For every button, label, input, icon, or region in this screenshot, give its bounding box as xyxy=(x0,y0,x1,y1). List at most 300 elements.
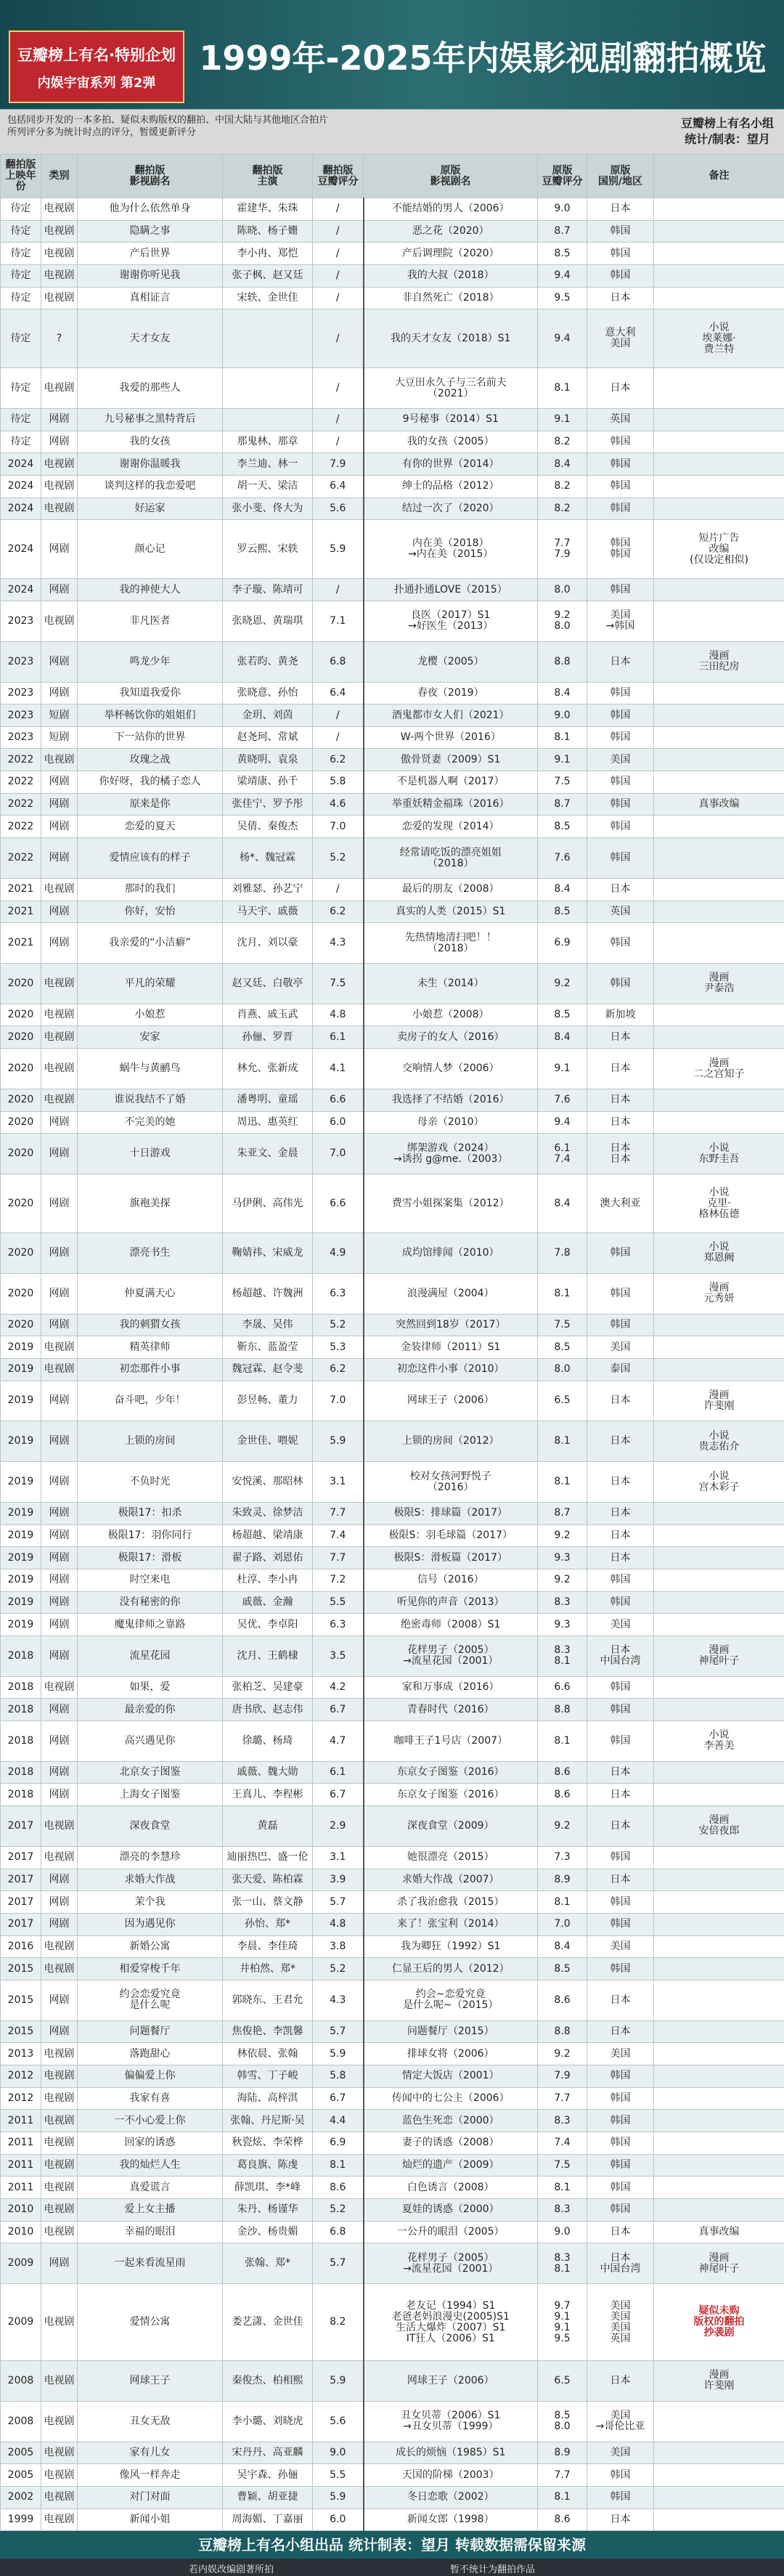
table-cell: 7.8 xyxy=(538,1232,587,1273)
table-cell: 5.6 xyxy=(313,2401,364,2442)
table-cell: 2011 xyxy=(1,2177,41,2199)
table-cell: 小说 李善美 xyxy=(654,1720,784,1761)
table-cell: 日本 xyxy=(587,2508,654,2531)
table-cell: 平凡的荣耀 xyxy=(78,964,223,1004)
table-cell xyxy=(654,431,784,453)
column-header: 翻拍版 主演 xyxy=(223,155,313,198)
table-row xyxy=(1,243,784,265)
table-cell: 疑似未购 版权的翻拍 抄袭剧 xyxy=(654,2283,784,2360)
table-cell: 韩国 xyxy=(587,453,654,476)
table-cell: 冬日恋歌（2002） xyxy=(364,2486,538,2508)
table-cell: 8.8 xyxy=(538,2020,587,2043)
table-cell xyxy=(654,287,784,309)
table-cell: 没有秘密的你 xyxy=(78,1591,223,1614)
table-cell: 你好，安怡 xyxy=(78,901,223,923)
table-cell: 待定 xyxy=(1,198,41,221)
table-cell xyxy=(654,1569,784,1591)
table-cell: 英国 xyxy=(587,901,654,923)
table-cell: 8.7 xyxy=(538,1502,587,1524)
table-cell: 9.3 xyxy=(538,1547,587,1569)
table-cell: 电视剧 xyxy=(41,2177,78,2199)
table-row xyxy=(1,1806,784,1847)
table-cell: 8.4 xyxy=(538,1935,587,1958)
table-cell: / xyxy=(313,198,364,221)
table-cell: 4.8 xyxy=(313,1004,364,1026)
table-cell: 天才女友 xyxy=(78,309,223,368)
table-cell: 待定 xyxy=(1,409,41,431)
table-cell: 天国的阶梯（2003） xyxy=(364,2464,538,2487)
table-cell: 8.5 8.0 xyxy=(538,2401,587,2442)
table-row xyxy=(1,793,784,816)
table-row xyxy=(1,409,784,431)
table-cell: 肖燕、戚玉武 xyxy=(223,1004,313,1026)
table-cell xyxy=(654,1502,784,1524)
footer-right: 暂不统计为翻拍作品 xyxy=(450,2564,536,2575)
table-cell: 谁说我结不了婚 xyxy=(78,1089,223,1111)
table-cell: 韩国 xyxy=(587,1913,654,1935)
column-header: 翻拍版 影视剧名 xyxy=(78,155,223,198)
table-cell: 我选择了不结婚（2016） xyxy=(364,1089,538,1111)
table-cell: 7.7 xyxy=(538,2087,587,2110)
table-cell: 东京女子图鉴（2016） xyxy=(364,1784,538,1806)
table-row xyxy=(1,1784,784,1806)
table-cell xyxy=(654,1089,784,1111)
table-cell: 2.9 xyxy=(313,1806,364,1847)
table-cell: 张翰、丹尼斯·吴 xyxy=(223,2110,313,2132)
table-cell: 8.3 xyxy=(538,1591,587,1614)
table-cell: 网剧 xyxy=(41,1784,78,1806)
table-cell: 胡一天、梁洁 xyxy=(223,476,313,498)
table-cell: 2009 xyxy=(1,2243,41,2284)
table-cell xyxy=(654,1761,784,1784)
table-cell: 6.2 xyxy=(313,1358,364,1381)
table-cell: 九号秘事之黑特背后 xyxy=(78,409,223,431)
table-cell: 刘雅瑟、孙艺宁 xyxy=(223,878,313,901)
table-cell: 黄晓明、袁泉 xyxy=(223,749,313,771)
table-cell: 2022 xyxy=(1,749,41,771)
table-cell: 5.9 xyxy=(313,2043,364,2065)
table-cell: 东京女子图鉴（2016） xyxy=(364,1761,538,1784)
table-cell: 5.6 xyxy=(313,497,364,520)
table-cell: 6.0 xyxy=(313,1111,364,1134)
table-cell: 8.3 8.1 xyxy=(538,1636,587,1676)
table-cell: 求婚大作战 xyxy=(78,1869,223,1891)
table-cell: 酒鬼都市女人们（2021） xyxy=(364,704,538,727)
table-cell: 5.8 xyxy=(313,2065,364,2087)
table-row xyxy=(1,198,784,221)
table-cell: 电视剧 xyxy=(41,2442,78,2464)
table-cell: 7.6 xyxy=(538,1089,587,1111)
table-cell xyxy=(223,368,313,409)
credit-author: 统计/制表：望月 xyxy=(685,132,770,146)
table-cell: / xyxy=(313,878,364,901)
table-cell: 韩国 韩国 xyxy=(587,520,654,579)
table-row xyxy=(1,1089,784,1111)
table-cell: 5.9 xyxy=(313,2361,364,2402)
table-cell: 网剧 xyxy=(41,901,78,923)
table-cell: 张一山、蔡文静 xyxy=(223,1891,313,1914)
table-cell: 娄艺潇、金世佳 xyxy=(223,2283,313,2360)
table-cell: 韩国 xyxy=(587,1846,654,1869)
table-cell: 梁靖康、孙千 xyxy=(223,771,313,794)
table-cell: 张晓恩、黄瑞琪 xyxy=(223,601,313,641)
table-cell: 产后世界 xyxy=(78,243,223,265)
table-cell xyxy=(654,453,784,476)
table-row xyxy=(1,1958,784,1980)
table-cell: 我的灿烂人生 xyxy=(78,2154,223,2177)
table-cell: 日本 xyxy=(587,1049,654,1089)
table-cell: 相爱穿梭千年 xyxy=(78,1958,223,1980)
table-cell: 小娘惹 xyxy=(78,1004,223,1026)
table-cell: 2019 xyxy=(1,1569,41,1591)
table-cell: 2020 xyxy=(1,1273,41,1314)
table-cell: 韩国 xyxy=(587,1314,654,1336)
table-cell: 网剧 xyxy=(41,923,78,964)
table-cell: / xyxy=(313,287,364,309)
table-cell: 马伊俐、高伟光 xyxy=(223,1174,313,1233)
table-cell: 6.6 xyxy=(313,1174,364,1233)
table-cell: 8.4 xyxy=(538,1174,587,1233)
table-cell: 初恋那件小事 xyxy=(78,1358,223,1381)
table-cell: 8.0 xyxy=(538,579,587,601)
table-cell: 吴宇森、孙俪 xyxy=(223,2464,313,2487)
table-cell xyxy=(654,1004,784,1026)
table-cell: 2018 xyxy=(1,1676,41,1699)
table-cell xyxy=(654,2442,784,2464)
table-cell: 8.7 xyxy=(538,220,587,243)
table-cell: 张若昀、黄尧 xyxy=(223,641,313,682)
table-cell: 传闻中的七公主（2006） xyxy=(364,2087,538,2110)
table-cell xyxy=(654,1111,784,1134)
table-cell: 老友记（1994）S1 老爸老妈浪漫史(2005)S1 生活大爆炸（2007）S1 IT狂人（2006）S1 xyxy=(364,2283,538,2360)
table-cell: 网剧 xyxy=(41,2020,78,2043)
table-cell: 网剧 xyxy=(41,1913,78,1935)
table-cell: 好运家 xyxy=(78,497,223,520)
table-row xyxy=(1,1980,784,2020)
table-cell xyxy=(654,2486,784,2508)
table-cell: 5.2 xyxy=(313,1314,364,1336)
table-row xyxy=(1,1273,784,1314)
table-cell: 3.8 xyxy=(313,1935,364,1958)
table-cell: 李子璇、陈靖可 xyxy=(223,579,313,601)
table-cell: 2011 xyxy=(1,2154,41,2177)
table-cell: 电视剧 xyxy=(41,2110,78,2132)
table-cell: 安悦溪、那昭林 xyxy=(223,1462,313,1503)
table-cell: 2023 xyxy=(1,641,41,682)
table-cell: 8.6 xyxy=(538,1784,587,1806)
table-cell: 电视剧 xyxy=(41,243,78,265)
table-cell: 7.0 xyxy=(538,1913,587,1935)
table-cell: 大豆田永久子与三名前夫 （2021） xyxy=(364,368,538,409)
table-cell: 鞠婧祎、宋威龙 xyxy=(223,1232,313,1273)
table-cell: 韩国 xyxy=(587,771,654,794)
table-cell xyxy=(654,409,784,431)
table-cell: 罗云熙、宋轶 xyxy=(223,520,313,579)
table-cell: 2020 xyxy=(1,964,41,1004)
table-cell: 5.5 xyxy=(313,2464,364,2487)
table-cell: / xyxy=(313,704,364,727)
table-row xyxy=(1,1004,784,1026)
table-cell: 待定 xyxy=(1,220,41,243)
table-cell xyxy=(654,601,784,641)
table-cell xyxy=(654,2464,784,2487)
table-cell: 4.6 xyxy=(313,793,364,816)
table-cell: 8.8 xyxy=(538,641,587,682)
table-cell xyxy=(654,923,784,964)
table-cell: 孙怡、郑* xyxy=(223,1913,313,1935)
table-cell: 林依晨、张翰 xyxy=(223,2043,313,2065)
table-cell: 2018 xyxy=(1,1784,41,1806)
table-cell: 电视剧 xyxy=(41,1935,78,1958)
table-cell: 日本 xyxy=(587,1111,654,1134)
table-cell: 绑架游戏（2024） →诱拐 g@me.（2003） xyxy=(364,1134,538,1174)
table-cell: 待定 xyxy=(1,287,41,309)
table-cell: 8.4 xyxy=(538,1026,587,1049)
table-cell: 网剧 xyxy=(41,1174,78,1233)
table-cell: 韩国 xyxy=(587,243,654,265)
table-cell: 她很漂亮（2015） xyxy=(364,1846,538,1869)
table-cell: 6.1 xyxy=(313,1026,364,1049)
table-cell: 约会恋爱究竟 是什么呢 xyxy=(78,1980,223,2020)
table-row xyxy=(1,1676,784,1699)
table-cell: 丑女无敌 xyxy=(78,2401,223,2442)
table-cell: 网剧 xyxy=(41,771,78,794)
table-cell: 网剧 xyxy=(41,1636,78,1676)
table-cell: 戚薇、魏大勋 xyxy=(223,1761,313,1784)
table-cell: 丑女贝蒂（2006）S1 →丑女贝蒂（1999） xyxy=(364,2401,538,2442)
table-cell: 龙樱（2005） xyxy=(364,641,538,682)
table-cell: 浪漫满屋（2004） xyxy=(364,1273,538,1314)
table-cell: 8.3 xyxy=(538,2198,587,2221)
table-cell: 2005 xyxy=(1,2442,41,2464)
table-cell: 潘粤明、童瑶 xyxy=(223,1089,313,1111)
table-cell: 8.8 xyxy=(538,1699,587,1721)
table-cell: 上锁的房间（2012） xyxy=(364,1421,538,1462)
table-cell: 韩国 xyxy=(587,2110,654,2132)
table-cell: 朱致灵、徐梦洁 xyxy=(223,1502,313,1524)
table-cell: 先热情地清扫吧！！ （2018） xyxy=(364,923,538,964)
table-row xyxy=(1,476,784,498)
table-cell: 韩国 xyxy=(587,964,654,1004)
table-cell: 网球王子（2006） xyxy=(364,1381,538,1421)
footer xyxy=(0,2531,784,2576)
table-cell: 迪丽热巴、盛一伦 xyxy=(223,1846,313,1869)
table-cell: 韩国 xyxy=(587,1676,654,1699)
table-cell: 漫画 神尾叶子 xyxy=(654,1636,784,1676)
table-cell: 漫画 三田纪房 xyxy=(654,641,784,682)
table-row xyxy=(1,2361,784,2402)
table-row xyxy=(1,1026,784,1049)
table-cell: / xyxy=(313,368,364,409)
table-cell: 5.2 xyxy=(313,1958,364,1980)
table-cell: 8.5 xyxy=(538,1958,587,1980)
table-cell xyxy=(654,682,784,704)
table-cell: 韩国 xyxy=(587,264,654,287)
table-cell: 落跑甜心 xyxy=(78,2043,223,2065)
table-cell: 井柏然、郑* xyxy=(223,1958,313,1980)
table-cell: 魏冠霖、赵令斐 xyxy=(223,1358,313,1381)
table-cell: 2008 xyxy=(1,2401,41,2442)
table-cell: 李晨、李佳琦 xyxy=(223,1935,313,1958)
table-row xyxy=(1,1421,784,1462)
table-cell xyxy=(223,309,313,368)
badge-line1: 豆瓣榜上有名·特别企划 xyxy=(17,46,176,64)
table-cell: 结过一次了（2020） xyxy=(364,497,538,520)
table-row xyxy=(1,2110,784,2132)
header-banner xyxy=(0,0,784,109)
table-cell: 杜淳、李小冉 xyxy=(223,1569,313,1591)
table-cell: 日本 中国台湾 xyxy=(587,1636,654,1676)
table-cell: 2020 xyxy=(1,1134,41,1174)
table-cell: 徐璐、杨琦 xyxy=(223,1720,313,1761)
table-cell: 网剧 xyxy=(41,793,78,816)
table-cell: 9.0 xyxy=(313,2442,364,2464)
table-cell: 卖房子的女人（2016） xyxy=(364,1026,538,1049)
table-cell: 2024 xyxy=(1,453,41,476)
table-cell: 曹颖、胡亚捷 xyxy=(223,2486,313,2508)
table-cell: 幸福的眼泪 xyxy=(78,2221,223,2243)
table-cell: 新闻小姐 xyxy=(78,2508,223,2531)
table-cell: 8.1 xyxy=(538,1462,587,1503)
table-cell: 那鬼林、那章 xyxy=(223,431,313,453)
table-row xyxy=(1,309,784,368)
table-cell: 精英律师 xyxy=(78,1336,223,1359)
table-cell: 张佳宁、罗予彤 xyxy=(223,793,313,816)
table-cell: 8.0 xyxy=(538,1358,587,1381)
table-cell: 安家 xyxy=(78,1026,223,1049)
table-cell: 8.5 xyxy=(538,243,587,265)
table-cell: 因为遇见你 xyxy=(78,1913,223,1935)
table-cell: 电视剧 xyxy=(41,2361,78,2402)
table-cell: 网球王子（2006） xyxy=(364,2361,538,2402)
table-cell: 2019 xyxy=(1,1502,41,1524)
table-cell: 金世佳、喂妮 xyxy=(223,1421,313,1462)
table-cell: 真相证言 xyxy=(78,287,223,309)
table-cell xyxy=(654,198,784,221)
table-cell: 谢谢你温暖我 xyxy=(78,453,223,476)
table-cell: 最后的朋友（2008） xyxy=(364,878,538,901)
table-cell: 2017 xyxy=(1,1913,41,1935)
table-cell: 郭晓东、王君允 xyxy=(223,1980,313,2020)
table-cell: 8.6 xyxy=(538,1980,587,2020)
table-cell: 杨*、魏冠霖 xyxy=(223,838,313,879)
table-cell: 漂亮书生 xyxy=(78,1232,223,1273)
table-cell xyxy=(654,264,784,287)
table-cell: 电视剧 xyxy=(41,1676,78,1699)
table-cell: 日本 日本 xyxy=(587,1134,654,1174)
table-cell xyxy=(654,1547,784,1569)
table-cell: 傲骨贤妻（2009）S1 xyxy=(364,749,538,771)
table-cell: 8.3 8.1 xyxy=(538,2243,587,2284)
table-cell: 美国 xyxy=(587,1614,654,1636)
table-cell: 6.2 xyxy=(313,901,364,923)
table-cell: 2012 xyxy=(1,2087,41,2110)
table-cell: 恋爱的发现（2014） xyxy=(364,816,538,838)
table-cell: 网剧 xyxy=(41,682,78,704)
table-cell: 焦俊艳、李凯馨 xyxy=(223,2020,313,2043)
table-cell: 2022 xyxy=(1,793,41,816)
table-row xyxy=(1,2087,784,2110)
table-cell: 日本 xyxy=(587,368,654,409)
table-cell: 网剧 xyxy=(41,1462,78,1503)
table-cell: 7.6 xyxy=(538,838,587,879)
table-cell: 6.8 xyxy=(313,2221,364,2243)
table-row xyxy=(1,2243,784,2284)
table-cell: / xyxy=(313,243,364,265)
table-cell: 校对女孩河野悦子 （2016） xyxy=(364,1462,538,1503)
table-row xyxy=(1,2221,784,2243)
table-cell: 原来是你 xyxy=(78,793,223,816)
table-cell xyxy=(654,1891,784,1914)
remake-table-wrap xyxy=(0,154,784,2531)
table-cell: 3.1 xyxy=(313,1462,364,1503)
column-header: 类别 xyxy=(41,155,78,198)
table-cell: 9号秘事（2014）S1 xyxy=(364,409,538,431)
table-cell: 7.5 xyxy=(313,964,364,1004)
table-cell: 求婚大作战（2007） xyxy=(364,1869,538,1891)
table-cell: 绅士的品格（2012） xyxy=(364,476,538,498)
table-cell: 极限S：羽毛球篇（2017） xyxy=(364,1524,538,1547)
table-cell: 8.1 xyxy=(538,368,587,409)
table-cell: 葛良旗、陈虔 xyxy=(223,2154,313,2177)
table-cell: 网剧 xyxy=(41,1591,78,1614)
table-cell: 9.2 xyxy=(538,2043,587,2065)
table-cell: 美国 美国 美国 英国 xyxy=(587,2283,654,2360)
table-cell: 8.5 xyxy=(538,816,587,838)
table-cell: 张晓意、孙怡 xyxy=(223,682,313,704)
table-cell: 2010 xyxy=(1,2198,41,2221)
table-cell: 6.0 xyxy=(313,2508,364,2531)
table-cell: 新加坡 xyxy=(587,1004,654,1026)
table-cell: 8.4 xyxy=(538,453,587,476)
table-cell: 宋轶、金世佳 xyxy=(223,287,313,309)
table-cell: 9.4 xyxy=(538,309,587,368)
table-row xyxy=(1,923,784,964)
table-cell: / xyxy=(313,431,364,453)
table-cell: / xyxy=(313,579,364,601)
table-cell xyxy=(654,368,784,409)
table-cell: 电视剧 xyxy=(41,2065,78,2087)
table-cell xyxy=(654,1358,784,1381)
table-cell: 韩国 xyxy=(587,2177,654,2199)
table-cell: 电视剧 xyxy=(41,2508,78,2531)
table-cell: 杨超越、许魏洲 xyxy=(223,1273,313,1314)
table-cell: 网剧 xyxy=(41,1720,78,1761)
table-cell: 2015 xyxy=(1,1980,41,2020)
table-cell: 听见你的声音（2013） xyxy=(364,1591,538,1614)
table-cell: 日本 中国台湾 xyxy=(587,2243,654,2284)
table-cell: 意大利 美国 xyxy=(587,309,654,368)
table-cell: 电视剧 xyxy=(41,453,78,476)
table-cell: 一不小心爱上你 xyxy=(78,2110,223,2132)
table-cell: 6.1 7.4 xyxy=(538,1134,587,1174)
table-cell: 2020 xyxy=(1,1314,41,1336)
table-cell xyxy=(654,1336,784,1359)
table-row xyxy=(1,1891,784,1914)
table-cell: 2019 xyxy=(1,1547,41,1569)
table-cell: 我家有喜 xyxy=(78,2087,223,2110)
table-cell: 韩国 xyxy=(587,726,654,749)
table-cell: 恶之花（2020） xyxy=(364,220,538,243)
table-cell: 4.3 xyxy=(313,1980,364,2020)
table-cell: / xyxy=(313,220,364,243)
table-row xyxy=(1,1232,784,1273)
table-cell: 2022 xyxy=(1,838,41,879)
table-row xyxy=(1,2043,784,2065)
table-cell: 2021 xyxy=(1,901,41,923)
table-cell xyxy=(223,409,313,431)
table-cell: 7.3 xyxy=(538,1846,587,1869)
